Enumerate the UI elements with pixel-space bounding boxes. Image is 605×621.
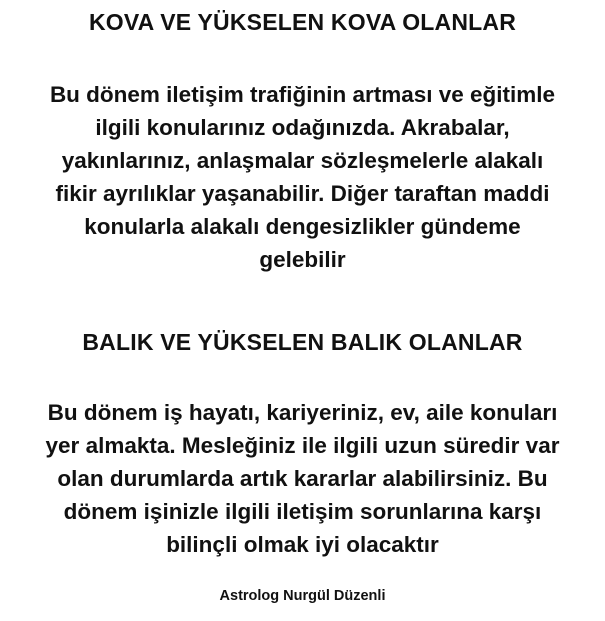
paragraph-line: olan durumlarda artık kararlar alabilirsiniz. Bu [57, 466, 548, 491]
section-heading-kova: KOVA VE YÜKSELEN KOVA OLANLAR [88, 9, 517, 35]
paragraph-line: konularla alakalı dengesizlikler gündeme [84, 214, 521, 239]
paragraph-line: ilgili konularınız odağınızda. Akrabalar, [95, 115, 510, 140]
section-paragraph-kova [0, 78, 605, 276]
section-paragraph-balik [0, 396, 605, 561]
paragraph-line: yakınlarınız, anlaşmalar sözleşmelerle alakalı [61, 148, 544, 173]
paragraph-line: fikir ayrılıklar yaşanabilir. Diğer taraftan maddi [55, 181, 550, 206]
author-signature: Astrolog Nurgül Düzenli [219, 588, 386, 604]
section-heading-balik: BALIK VE YÜKSELEN BALIK OLANLAR [82, 329, 523, 355]
paragraph-line: Bu dönem iletişim trafiğinin artması ve eğitimle [49, 82, 556, 107]
paragraph-line: yer almakta. Mesleğiniz ile ilgili uzun süredir var [45, 433, 560, 458]
paragraph-line: bilinçli olmak iyi olacaktır [166, 532, 439, 557]
paragraph-line: gelebilir [259, 247, 346, 272]
paragraph-line: Bu dönem iş hayatı, kariyeriniz, ev, aile konuları [47, 400, 558, 425]
paragraph-line: dönem işinizle ilgili iletişim sorunlarına karşı [63, 499, 542, 524]
